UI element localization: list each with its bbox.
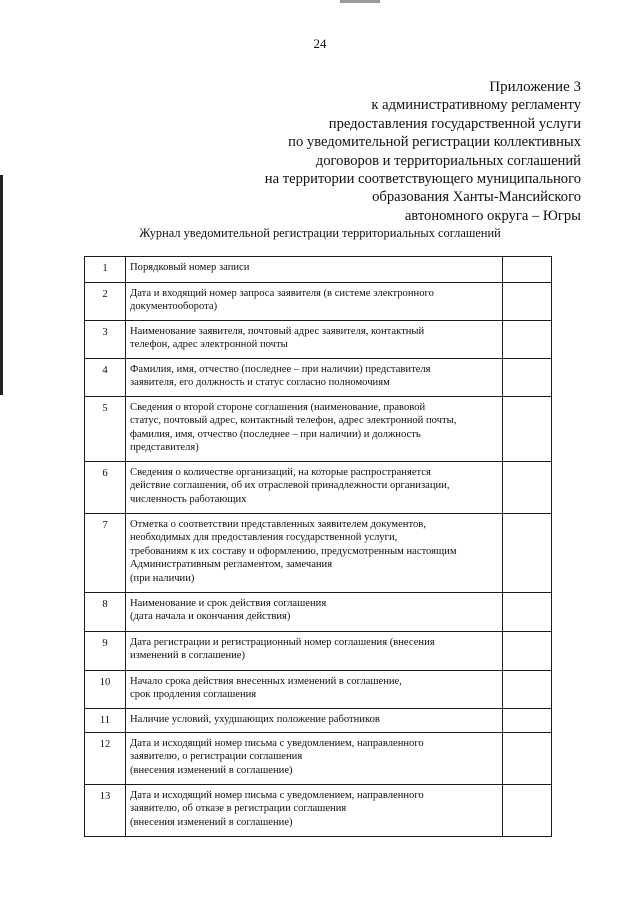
row-number: 13: [85, 785, 126, 837]
row-description-line: Административным регламентом, замечания: [130, 559, 333, 571]
row-description-line: необходимых для предоставления государственной услуги,: [130, 532, 398, 544]
row-description-line: (дата начала и окончания действия): [130, 611, 291, 623]
row-description-line: Наименование заявителя, почтовый адрес заявителя, контактный: [130, 326, 425, 337]
table-row: [85, 257, 552, 283]
row-description-line: телефон, адрес электронной почты: [130, 339, 288, 351]
row-description-line: изменений в соглашение): [130, 650, 246, 662]
row-number: 9: [85, 632, 126, 671]
row-value-cell: [503, 671, 552, 709]
row-description-line: Отметка о соответствии представленных заявителем документов,: [130, 519, 426, 530]
row-number: 7: [85, 514, 126, 593]
row-description-line: Дата и исходящий номер письма с уведомлением, направленного: [130, 790, 424, 801]
appendix-line: образования Ханты-Мансийского: [372, 189, 581, 206]
journal-title: Журнал уведомительной регистрации территориальных соглашений: [139, 226, 501, 240]
table-row: [85, 709, 552, 733]
row-number: 3: [85, 321, 126, 359]
row-description: [126, 733, 503, 785]
row-description-line: Наличие условий, ухудшающих положение работников: [130, 714, 380, 725]
table-row: [85, 359, 552, 397]
appendix-line: на территории соответствующего муниципального: [264, 171, 581, 188]
row-number: 11: [85, 709, 126, 733]
row-description-line: Порядковый номер записи: [130, 262, 250, 273]
row-description: [126, 671, 503, 709]
table-row: [85, 283, 552, 321]
row-value-cell: [503, 632, 552, 671]
row-description-line: Фамилия, имя, отчество (последнее – при наличии) представителя: [130, 364, 431, 375]
table-row: [85, 671, 552, 709]
scan-speck: [340, 0, 380, 3]
table-row: [85, 733, 552, 785]
registration-journal-table: [84, 256, 552, 837]
page-number: 24: [313, 36, 327, 51]
row-value-cell: [503, 359, 552, 397]
table-row: [85, 514, 552, 593]
row-value-cell: [503, 321, 552, 359]
row-description-line: требованиям к их составу и оформлению, предусмотренным настоящим: [130, 545, 457, 557]
row-description: [126, 462, 503, 514]
row-description-line: Дата регистрации и регистрационный номер соглашения (внесения: [130, 637, 435, 648]
row-description-line: заявителя, его должность и статус согласно полномочиям: [130, 377, 390, 389]
row-description: [126, 321, 503, 359]
row-description-line: (внесения изменений в соглашение): [130, 764, 293, 776]
row-number: 8: [85, 593, 126, 632]
row-description-line: заявителю, об отказе в регистрации соглашения: [130, 803, 347, 815]
row-value-cell: [503, 514, 552, 593]
appendix-line: предоставления государственной услуги: [328, 115, 581, 132]
row-description-line: действие соглашения, об их отраслевой принадлежности организации,: [130, 480, 450, 492]
table-row: [85, 397, 552, 462]
row-description-line: заявителю, о регистрации соглашения: [130, 751, 303, 763]
row-number: 12: [85, 733, 126, 785]
row-value-cell: [503, 709, 552, 733]
appendix-line: договоров и территориальных соглашений: [315, 152, 581, 169]
scan-edge-mark: [0, 175, 3, 395]
row-value-cell: [503, 257, 552, 283]
table-row: [85, 593, 552, 632]
row-description-line: Начало срока действия внесенных изменений в соглашение,: [130, 676, 402, 687]
row-description-line: срок продления соглашения: [130, 689, 257, 701]
row-description-line: Сведения о второй стороне соглашения (наименование, правовой: [130, 402, 426, 413]
row-number: 6: [85, 462, 126, 514]
row-description-line: документооборота): [130, 301, 218, 313]
row-number: 1: [85, 257, 126, 283]
table-row: [85, 632, 552, 671]
row-description-line: статус, почтовый адрес, контактный телефон, адрес электронной почты,: [130, 415, 457, 427]
row-value-cell: [503, 785, 552, 837]
row-description: [126, 514, 503, 593]
table-row: [85, 785, 552, 837]
row-description: [126, 359, 503, 397]
row-value-cell: [503, 462, 552, 514]
row-description: [126, 257, 503, 283]
row-number: 10: [85, 671, 126, 709]
row-description: [126, 632, 503, 671]
row-description: [126, 397, 503, 462]
row-value-cell: [503, 397, 552, 462]
row-description: [126, 593, 503, 632]
row-description-line: Наименование и срок действия соглашения: [130, 598, 327, 609]
row-description: [126, 283, 503, 321]
row-value-cell: [503, 283, 552, 321]
row-description-line: (внесения изменений в соглашение): [130, 816, 293, 828]
row-description-line: фамилия, имя, отчество (последнее – при наличии) и должность: [130, 428, 421, 440]
row-number: 5: [85, 397, 126, 462]
appendix-title: Приложение 3: [489, 79, 581, 95]
row-description-line: численность работающих: [130, 493, 247, 505]
appendix-line: автономного округа – Югры: [404, 207, 581, 224]
table-row: [85, 462, 552, 514]
row-description-line: (при наличии): [130, 572, 195, 584]
table-row: [85, 321, 552, 359]
row-description-line: Дата и входящий номер запроса заявителя (в системе электронного: [130, 288, 434, 299]
row-value-cell: [503, 733, 552, 785]
row-description-line: представителя): [130, 442, 199, 454]
row-number: 4: [85, 359, 126, 397]
row-description: [126, 785, 503, 837]
row-description-line: Дата и исходящий номер письма с уведомлением, направленного: [130, 738, 424, 749]
row-number: 2: [85, 283, 126, 321]
appendix-header: [161, 78, 581, 225]
row-value-cell: [503, 593, 552, 632]
row-description-line: Сведения о количестве организаций, на которые распространяется: [130, 467, 431, 478]
row-description: [126, 709, 503, 733]
appendix-line: по уведомительной регистрации коллективных: [288, 134, 581, 151]
appendix-line: к административному регламенту: [371, 97, 581, 114]
